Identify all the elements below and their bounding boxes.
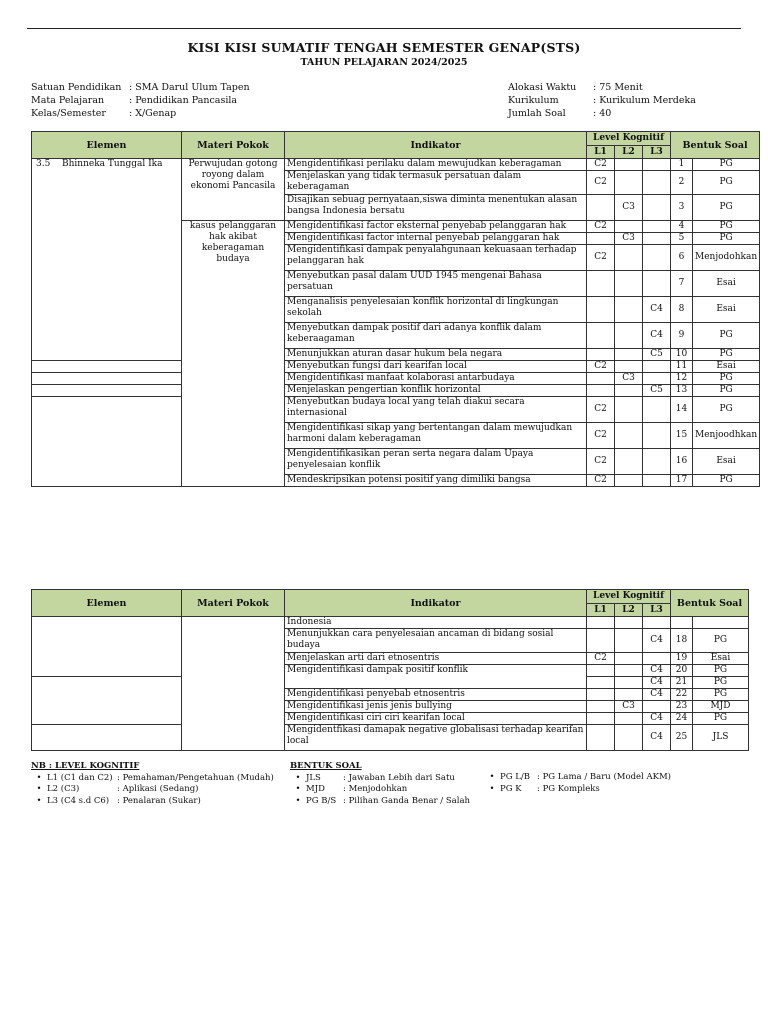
bentuk-soal-cell: Esai xyxy=(693,361,760,373)
question-number-cell: 21 xyxy=(671,677,693,689)
bentuk-soal-cell: PG xyxy=(693,397,760,423)
indicator-cell: Mengidentifikasi penyebab etnosentris xyxy=(285,689,587,701)
bentuk-soal-cell: PG xyxy=(693,349,760,361)
bentuk-soal-cell: Esai xyxy=(693,449,760,475)
materi-pokok-cell: Perwujudan gotong royong dalam ekonomi Pancasila xyxy=(182,159,285,221)
meta-row xyxy=(508,94,696,107)
meta-label: Kelas/Semester xyxy=(31,108,106,119)
table-row xyxy=(32,361,760,373)
bentuk-soal-cell: PG xyxy=(693,323,760,349)
level-l1-cell xyxy=(587,689,615,701)
legend-item xyxy=(290,796,470,808)
indicator-cell: Mengidentifikasi perilaku dalam mewujudkan keberagaman xyxy=(285,159,587,171)
meta-left xyxy=(31,81,250,120)
header-elemen: Elemen xyxy=(32,590,182,617)
level-l3-cell xyxy=(643,245,671,271)
level-l3-cell xyxy=(643,617,671,629)
question-number-cell: 19 xyxy=(671,653,693,665)
meta-value: : Pendidikan Pancasila xyxy=(129,95,238,106)
meta-label: Satuan Pendidikan xyxy=(31,82,122,93)
level-l2-cell xyxy=(615,349,643,361)
indicator-cell: Mengidentifikasi factor eksternal penyebab pelanggaran hak xyxy=(285,221,587,233)
table-row xyxy=(32,385,760,397)
header-l2: L2 xyxy=(615,146,643,159)
level-l1-cell xyxy=(587,665,615,677)
elemen-cell xyxy=(32,677,182,725)
legend-item xyxy=(484,772,671,784)
meta-value: : SMA Darul Ulum Tapen xyxy=(129,82,250,93)
table-row xyxy=(32,159,760,171)
indicator-cell: Mengidentifikasi jenis jenis bullying xyxy=(285,701,587,713)
question-number-cell: 20 xyxy=(671,665,693,677)
level-l2-cell xyxy=(615,385,643,397)
level-l2-cell xyxy=(615,653,643,665)
legend-item xyxy=(290,784,470,796)
header-level: Level Kognitif xyxy=(587,590,671,604)
bentuk-soal-cell: PG xyxy=(693,233,760,245)
table-row xyxy=(32,617,749,629)
level-l2-cell xyxy=(615,271,643,297)
indicator-cell: Menyebutkan budaya local yang telah diakui secara internasional xyxy=(285,397,587,423)
level-l2-cell xyxy=(615,677,643,689)
bentuk-soal-cell xyxy=(693,617,749,629)
meta-value: : X/Genap xyxy=(129,108,177,119)
level-l1-cell xyxy=(587,297,615,323)
table-row xyxy=(32,373,760,385)
bentuk-soal-cell: PG xyxy=(693,713,749,725)
legend-key: L2 (C3) xyxy=(47,784,80,794)
level-l3-cell xyxy=(643,397,671,423)
level-l1-cell: C2 xyxy=(587,423,615,449)
level-l3-cell xyxy=(643,653,671,665)
indicator-cell: Menyebutkan pasal dalam UUD 1945 mengenai Bahasa persatuan xyxy=(285,271,587,297)
elemen-cell xyxy=(32,361,182,373)
legend-item xyxy=(31,773,274,785)
indicator-cell: Menjelaskan yang tidak termasuk persatuan dalam keberagaman xyxy=(285,171,587,195)
legend-item xyxy=(31,784,274,796)
table-row xyxy=(32,725,749,751)
level-l1-cell xyxy=(587,373,615,385)
bentuk-soal-cell: Esai xyxy=(693,297,760,323)
level-l3-cell xyxy=(643,475,671,487)
indicator-cell: Menganalisis penyelesaian konflik horizontal di lingkungan sekolah xyxy=(285,297,587,323)
level-l3-cell xyxy=(643,361,671,373)
question-number-cell: 2 xyxy=(671,171,693,195)
level-l1-cell xyxy=(587,713,615,725)
materi-pokok-cell xyxy=(182,617,285,751)
legend-value: : PG Kompleks xyxy=(537,783,600,794)
level-l2-cell xyxy=(615,689,643,701)
meta-label: Mata Pelajaran xyxy=(31,95,105,106)
question-number-cell: 3 xyxy=(671,195,693,221)
level-l1-cell xyxy=(587,233,615,245)
header-l1: L1 xyxy=(587,604,615,617)
question-number-cell: 16 xyxy=(671,449,693,475)
bullet-icon: • xyxy=(295,795,301,806)
legend-bentuk-2 xyxy=(484,772,671,795)
level-l3-cell xyxy=(643,171,671,195)
level-l3-cell: C4 xyxy=(643,677,671,689)
level-l3-cell xyxy=(643,701,671,713)
question-number-cell: 5 xyxy=(671,233,693,245)
question-number-cell: 18 xyxy=(671,629,693,653)
level-l2-cell xyxy=(615,665,643,677)
level-l1-cell: C2 xyxy=(587,159,615,171)
question-number-cell: 6 xyxy=(671,245,693,271)
elemen-cell xyxy=(32,159,182,361)
level-l3-cell xyxy=(643,373,671,385)
meta-value: : Kurikulum Merdeka xyxy=(593,95,696,106)
level-l3-cell: C5 xyxy=(643,385,671,397)
bentuk-soal-cell: PG xyxy=(693,689,749,701)
level-l3-cell: C5 xyxy=(643,349,671,361)
header-indikator: Indikator xyxy=(285,132,587,159)
level-l3-cell xyxy=(643,159,671,171)
header-l1: L1 xyxy=(587,146,615,159)
bullet-icon: • xyxy=(295,784,301,794)
bentuk-soal-cell: PG xyxy=(693,195,760,221)
level-l2-cell xyxy=(615,397,643,423)
indicator-cell: Menjelaskan pengertian konflik horizontal xyxy=(285,385,587,397)
level-l3-cell xyxy=(643,271,671,297)
level-l1-cell xyxy=(587,677,615,689)
legend-key: PG B/S xyxy=(306,795,337,806)
elemen-cell xyxy=(32,725,182,751)
level-l1-cell: C2 xyxy=(587,449,615,475)
bentuk-soal-cell: Esai xyxy=(693,271,760,297)
indicator-cell: Mengidentifikasi dampak penyalahgunaan kekuasaan terhadap pelanggaran hak xyxy=(285,245,587,271)
level-l3-cell xyxy=(643,423,671,449)
level-l2-cell xyxy=(615,725,643,751)
level-l3-cell: C4 xyxy=(643,725,671,751)
elemen-cell xyxy=(32,385,182,397)
bentuk-soal-cell: Menjodohkan xyxy=(693,245,760,271)
indicator-cell: Mengidentifikasi sikap yang bertentangan dalam mewujudkan harmoni dalam keberagaman xyxy=(285,423,587,449)
header-elemen: Elemen xyxy=(32,132,182,159)
bentuk-soal-cell: Menjoodhkan xyxy=(693,423,760,449)
level-l1-cell xyxy=(587,629,615,653)
level-l1-cell xyxy=(587,385,615,397)
level-l2-cell xyxy=(615,323,643,349)
level-l2-cell: C3 xyxy=(615,233,643,245)
question-number-cell: 25 xyxy=(671,725,693,751)
question-number-cell: 24 xyxy=(671,713,693,725)
legend-key: MJD xyxy=(306,784,325,794)
legend-bentuk xyxy=(290,761,470,807)
level-l3-cell xyxy=(643,449,671,475)
indicator-cell: Mengidentifikasi ciri ciri kearifan local xyxy=(285,713,587,725)
legend-key: L3 (C4 s.d C6) xyxy=(47,795,110,806)
level-l2-cell: C3 xyxy=(615,195,643,221)
question-number-cell: 9 xyxy=(671,323,693,349)
indicator-cell: Menyebutkan fungsi dari kearifan local xyxy=(285,361,587,373)
bullet-icon: • xyxy=(489,783,495,794)
bentuk-soal-cell: PG xyxy=(693,171,760,195)
level-l3-cell: C4 xyxy=(643,297,671,323)
meta-row xyxy=(508,81,696,94)
bentuk-soal-cell: PG xyxy=(693,475,760,487)
meta-row xyxy=(31,94,250,107)
level-l2-cell: C3 xyxy=(615,701,643,713)
bentuk-soal-cell: PG xyxy=(693,665,749,677)
level-l1-cell xyxy=(587,195,615,221)
legend-key: JLS xyxy=(306,772,321,783)
meta-right xyxy=(508,81,696,120)
indicator-cell: Mendeskripsikan potensi positif yang dimiliki bangsa xyxy=(285,475,587,487)
question-number-cell: 23 xyxy=(671,701,693,713)
level-l1-cell xyxy=(587,725,615,751)
question-number-cell: 1 xyxy=(671,159,693,171)
level-l2-cell xyxy=(615,617,643,629)
level-l2-cell xyxy=(615,361,643,373)
document-subtitle: TAHUN PELAJARAN 2024/2025 xyxy=(300,57,468,68)
level-l1-cell: C2 xyxy=(587,245,615,271)
legend-key: PG K xyxy=(500,783,522,794)
meta-label: Alokasi Waktu xyxy=(508,82,577,93)
elemen-cell xyxy=(32,373,182,385)
elemen-number: 3.5 xyxy=(36,159,51,169)
materi-pokok-cell: kasus pelanggaran hak akibat keberagaman budaya xyxy=(182,221,285,487)
indicator-cell: Mengidentfikasi damapak negative globalisasi terhadap kearifan local xyxy=(285,725,587,751)
question-number-cell: 4 xyxy=(671,221,693,233)
bentuk-soal-cell: PG xyxy=(693,221,760,233)
level-l1-cell xyxy=(587,349,615,361)
bentuk-soal-cell: PG xyxy=(693,629,749,653)
legend-value: : Penalaran (Sukar) xyxy=(117,795,201,806)
elemen-name: Bhinneka Tunggal Ika xyxy=(62,159,163,169)
meta-row xyxy=(31,107,250,120)
indicator-cell: Mengidentifikasi manfaat kolaborasi antarbudaya xyxy=(285,373,587,385)
level-l1-cell xyxy=(587,323,615,349)
legend-value: : Pilihan Ganda Benar / Salah xyxy=(343,795,471,806)
level-l2-cell xyxy=(615,629,643,653)
level-l3-cell: C4 xyxy=(643,689,671,701)
elemen-cell xyxy=(32,397,182,487)
meta-value: : 40 xyxy=(593,108,612,119)
indicator-cell: Mengidentifikasi dampak positif konflik xyxy=(285,665,587,689)
header-level: Level Kognitif xyxy=(587,132,671,146)
indicator-cell: Menunjukkan aturan dasar hukum bela negara xyxy=(285,349,587,361)
indicator-cell: Mengidentifikasi factor internal penyebab pelanggaran hak xyxy=(285,233,587,245)
legend-value: : PG Lama / Baru (Model AKM) xyxy=(537,772,671,782)
level-l2-cell xyxy=(615,713,643,725)
question-number-cell: 17 xyxy=(671,475,693,487)
bentuk-soal-cell: JLS xyxy=(693,725,749,751)
question-number-cell: 13 xyxy=(671,385,693,397)
header-l3: L3 xyxy=(643,604,671,617)
legend-value: : Menjodohkan xyxy=(343,784,408,794)
header-bentuk: Bentuk Soal xyxy=(671,132,760,159)
meta-row xyxy=(508,107,696,120)
level-l3-cell xyxy=(643,221,671,233)
legend-key: L1 (C1 dan C2) xyxy=(47,772,113,783)
level-l3-cell xyxy=(643,233,671,245)
bentuk-soal-cell: MJD xyxy=(693,701,749,713)
level-l2-cell xyxy=(615,297,643,323)
header-materi: Materi Pokok xyxy=(182,132,285,159)
level-l1-cell: C2 xyxy=(587,475,615,487)
elemen-cell xyxy=(32,617,182,677)
bentuk-soal-cell: PG xyxy=(693,385,760,397)
indicator-cell: Disajikan sebuag pernyataan,siswa diminta menentukan alasan bangsa Indonesia bersatu xyxy=(285,195,587,221)
level-l2-cell xyxy=(615,245,643,271)
meta-row xyxy=(31,81,250,94)
question-number-cell xyxy=(671,617,693,629)
document-title: KISI KISI SUMATIF TENGAH SEMESTER GENAP(STS) xyxy=(187,40,581,55)
question-number-cell: 12 xyxy=(671,373,693,385)
level-l2-cell xyxy=(615,159,643,171)
header-l3: L3 xyxy=(643,146,671,159)
legend-key: PG L/B xyxy=(500,772,530,782)
legend-bentuk-title: BENTUK SOAL xyxy=(290,761,362,771)
level-l3-cell: C4 xyxy=(643,713,671,725)
meta-label: Kurikulum xyxy=(508,95,559,106)
question-number-cell: 10 xyxy=(671,349,693,361)
meta-value: : 75 Menit xyxy=(593,82,643,93)
level-l1-cell xyxy=(587,271,615,297)
level-l3-cell: C4 xyxy=(643,323,671,349)
legend-value: : Pemahaman/Pengetahuan (Mudah) xyxy=(117,772,274,783)
bullet-icon: • xyxy=(36,784,42,794)
bullet-icon: • xyxy=(489,772,495,782)
level-l1-cell: C2 xyxy=(587,397,615,423)
level-l2-cell xyxy=(615,449,643,475)
meta-label: Jumlah Soal xyxy=(508,108,566,119)
legend-item xyxy=(290,773,470,785)
header-indikator: Indikator xyxy=(285,590,587,617)
level-l2-cell xyxy=(615,171,643,195)
level-l1-cell: C2 xyxy=(587,361,615,373)
level-l2-cell xyxy=(615,475,643,487)
level-l3-cell xyxy=(643,195,671,221)
question-number-cell: 22 xyxy=(671,689,693,701)
level-l1-cell: C2 xyxy=(587,171,615,195)
indicator-cell: Menjelaskan arti dari etnosentris xyxy=(285,653,587,665)
level-l2-cell xyxy=(615,423,643,449)
top-rule xyxy=(27,28,741,29)
level-l3-cell: C4 xyxy=(643,665,671,677)
legend-item xyxy=(31,796,274,808)
level-l2-cell: C3 xyxy=(615,373,643,385)
bullet-icon: • xyxy=(295,772,301,783)
legend-value: : Aplikasi (Sedang) xyxy=(117,784,199,794)
indicator-cell: Indonesia xyxy=(285,617,587,629)
table-row xyxy=(32,397,760,423)
legend-item xyxy=(484,784,671,796)
level-l1-cell xyxy=(587,701,615,713)
bentuk-soal-cell: PG xyxy=(693,159,760,171)
header-l2: L2 xyxy=(615,604,643,617)
bentuk-soal-cell: PG xyxy=(693,677,749,689)
bentuk-soal-cell: PG xyxy=(693,373,760,385)
indicator-cell: Menunjukkan cara penyelesaian ancaman di bidang sosial budaya xyxy=(285,629,587,653)
bullet-icon: • xyxy=(36,772,42,783)
kisi-table-2 xyxy=(31,589,749,751)
question-number-cell: 8 xyxy=(671,297,693,323)
level-l3-cell: C4 xyxy=(643,629,671,653)
header-materi: Materi Pokok xyxy=(182,590,285,617)
level-l2-cell xyxy=(615,221,643,233)
indicator-cell: Menyebutkan dampak positif dari adanya konflik dalam keberaagaman xyxy=(285,323,587,349)
kisi-table-1 xyxy=(31,131,760,487)
indicator-cell: Mengidentifikasikan peran serta negara dalam Upaya penyelesaian konflik xyxy=(285,449,587,475)
level-l1-cell: C2 xyxy=(587,221,615,233)
legend-value: : Jawaban Lebih dari Satu xyxy=(343,772,455,783)
legend-level-title: NB : LEVEL KOGNITIF xyxy=(31,761,140,771)
bentuk-soal-cell: Esai xyxy=(693,653,749,665)
bullet-icon: • xyxy=(36,795,42,806)
level-l1-cell xyxy=(587,617,615,629)
level-l1-cell: C2 xyxy=(587,653,615,665)
legend-level xyxy=(31,761,274,807)
question-number-cell: 15 xyxy=(671,423,693,449)
question-number-cell: 11 xyxy=(671,361,693,373)
question-number-cell: 14 xyxy=(671,397,693,423)
question-number-cell: 7 xyxy=(671,271,693,297)
header-bentuk: Bentuk Soal xyxy=(671,590,749,617)
